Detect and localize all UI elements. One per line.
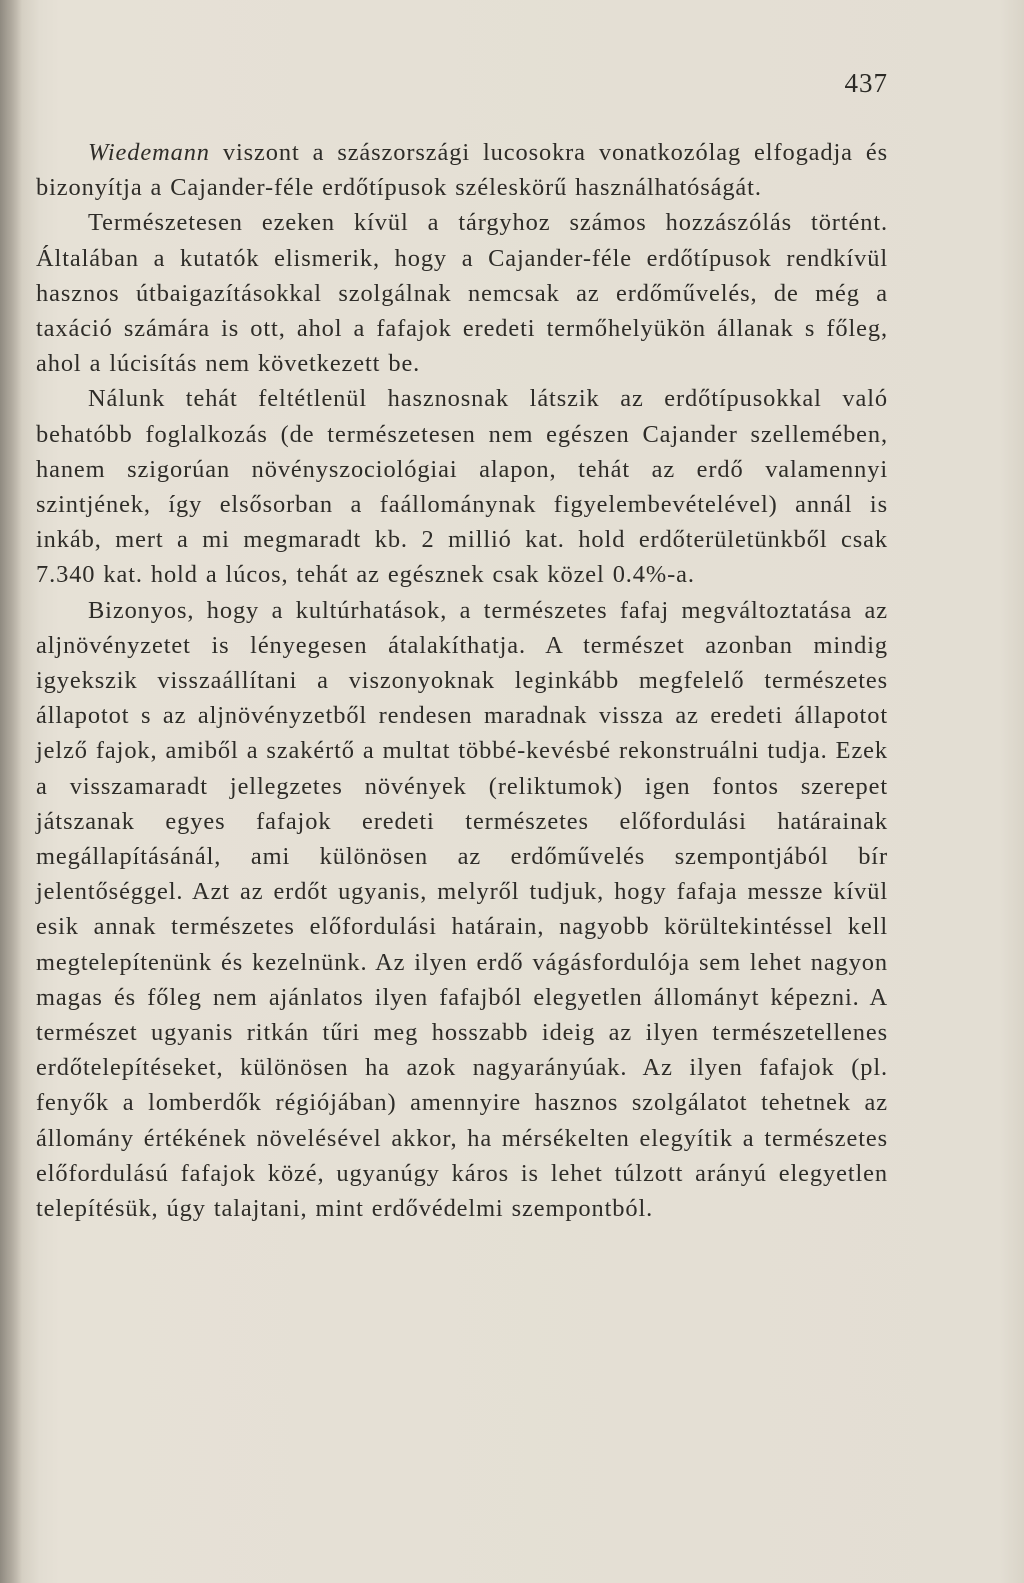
book-spine-shadow xyxy=(0,0,22,1583)
paragraph-1 xyxy=(36,135,888,205)
paragraph-1-text: viszont a szászországi lucosokra vonatkozólag elfogadja és bizonyítja a Cajander-féle erdőtípusok széleskörű használhatóságát. xyxy=(36,139,888,202)
body-text xyxy=(36,135,888,1226)
page-number: 437 xyxy=(844,68,888,98)
paragraph-3: Nálunk tehát feltétlenül hasznosnak látszik az erdőtípusokkal való behatóbb foglalkozás (de természetesen nem egészen Cajander szellemében, hanem szigorúan növényszociológiai alapon, tehát az erdő valamennyi szintjének, így elsősorban a faállománynak figyelembevételével) annál is inkáb, mert a mi megmaradt kb. 2 millió kat. hold erdőterületünkből csak 7.340 kat. hold a lúcos, tehát az egésznek csak közel 0.4%-a. xyxy=(36,385,888,589)
paragraph-4: Bizonyos, hogy a kultúrhatások, a természetes fafaj megváltoztatása az aljnövényzetet is lényegesen átalakíthatja. A természet azonban mindig igyekszik visszaállítani a viszonyoknak leginkább megfelelő természetes állapotot s az aljnövényzetből rendesen maradnak vissza az eredeti állapotot jelző fajok, amiből a szakértő a multat többé-kevésbé rekonstruálni tudja. Ezek a visszamaradt jellegzetes növények (reliktumok) igen fontos szerepet játszanak egyes fafajok eredeti természetes előfordulási határainak megállapításánál, ami különösen az erdőművelés szempontjából bír jelentőséggel. Azt az erdőt ugyanis, melyről tudjuk, hogy fafaja messze kívül esik annak természetes előfordulási határain, nagyobb körültekintéssel kell megtelepítenünk és kezelnünk. Az ilyen erdő vágásfordulója sem lehet nagyon magas és főleg nem ajánlatos ilyen fafajból elegyetlen állományt képezni. A természet ugyanis ritkán tűri meg hosszabb ideig az ilyen természetellenes erdőtelepítéseket, különösen ha azok nagyarányúak. Az ilyen fafajok (pl. fenyők a lomberdők régiójában) amennyire hasznos szolgálatot tehetnek az állomány értékének növelésével akkor, ha mérsékelten elegyítik a természetes előfordulású fafajok közé, ugyanúgy káros is lehet túlzott arányú elegyetlen telepítésük, úgy talajtani, mint erdővédelmi szempontból. xyxy=(36,596,888,1223)
paragraph-2: Természetesen ezeken kívül a tárgyhoz számos hozzászólás történt. Általában a kutatók elismerik, hogy a Cajander-féle erdőtípusok rendkívül hasznos útbaigazításokkal szolgálnak nemcsak az erdőművelés, de még a taxáció számára is ott, ahol a fafajok eredeti termőhelyükön állanak s főleg, ahol a lúcisítás nem következett be. xyxy=(36,209,888,378)
author-name: Wiedemann xyxy=(88,139,210,166)
